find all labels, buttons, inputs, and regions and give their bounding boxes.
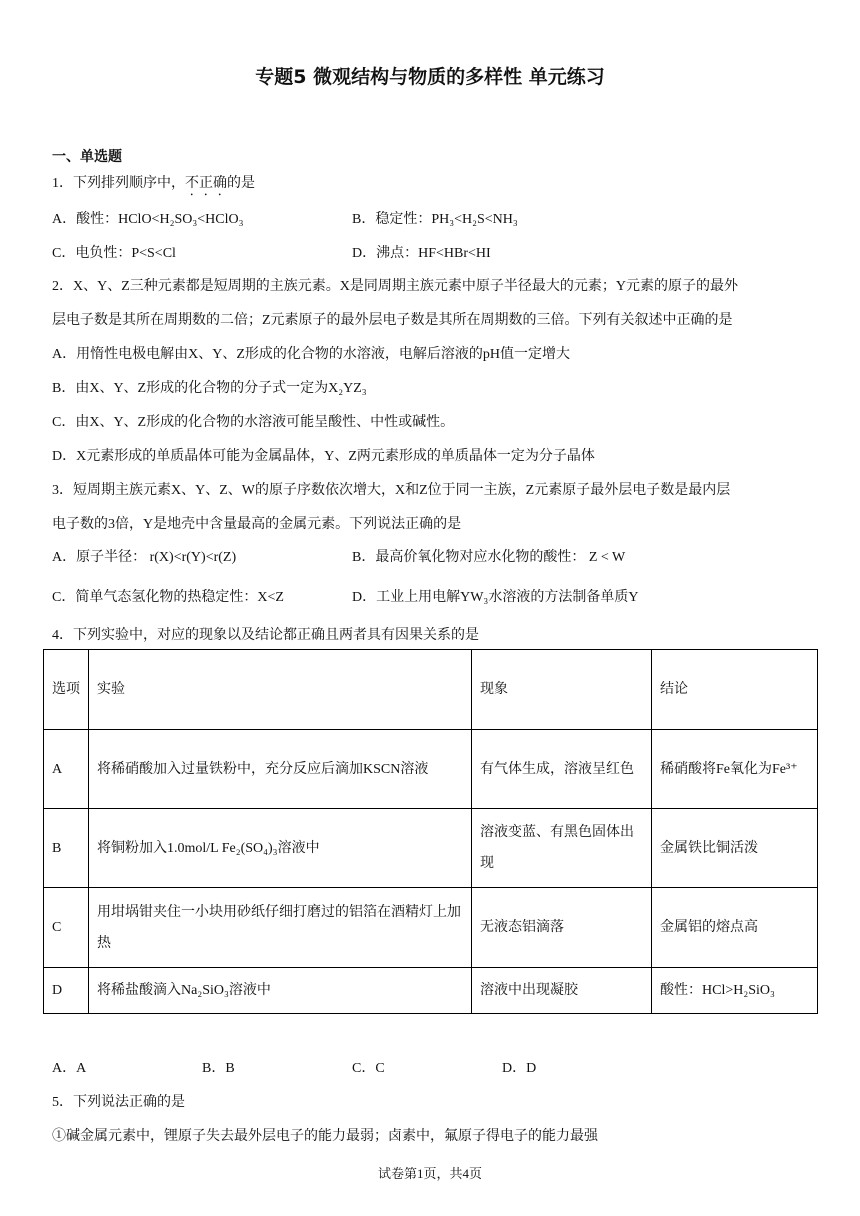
cell-phenomenon: 溶液中出现凝胶 — [472, 968, 652, 1014]
cell-option: D — [44, 968, 89, 1014]
q5-item-1: ①碱金属元素中，锂原子失去最外层电子的能力最弱；卤素中，氟原子得电子的能力最强 — [52, 1129, 598, 1144]
q1-emphasis: 不正确 — [185, 176, 227, 191]
q1-option-a: A．酸性：HClO<H₂SO₃<HClO₃ — [52, 212, 244, 227]
table-row — [44, 888, 818, 968]
q3-option-a: A．原子半径： r(X)<r(Y)<r(Z) — [52, 550, 237, 565]
cell-experiment: 将铜粉加入1.0mol/L Fe₂(SO₄)₃溶液中 — [89, 809, 472, 888]
cell-phenomenon: 有气体生成，溶液呈红色 — [472, 730, 652, 809]
table-row — [44, 730, 818, 809]
q4-option-d: D．D — [502, 1061, 537, 1076]
cell-conclusion: 金属铝的熔点高 — [652, 888, 818, 968]
header-phenomenon: 现象 — [472, 650, 652, 730]
table-header-row — [44, 650, 818, 730]
q3-option-b: B．最高价氧化物对应水化物的酸性： Z < W — [352, 550, 626, 565]
header-conclusion: 结论 — [652, 650, 818, 730]
q4-option-c: C．C — [352, 1061, 385, 1076]
q4-option-a: A．A — [52, 1061, 87, 1076]
q1-stem: 1．下列排列顺序中，不正确的是 — [52, 176, 255, 191]
cell-conclusion: 酸性：HCl>H₂SiO₃ — [652, 968, 818, 1014]
q1-option-d: D．沸点：HF<HBr<HI — [352, 246, 491, 261]
cell-conclusion: 金属铁比铜活泼 — [652, 809, 818, 888]
cell-experiment: 将稀硝酸加入过量铁粉中，充分反应后滴加KSCN溶液 — [89, 730, 472, 809]
page-footer: 试卷第1页，共4页 — [377, 1166, 482, 1181]
q1-option-b: B．稳定性：PH₃<H₂S<NH₃ — [352, 212, 518, 227]
q2-stem-2: 层电子数是其所在周期数的二倍；Z元素原子的最外层电子数是其所在周期数的三倍。下列有关叙述中正确的是 — [52, 313, 733, 328]
cell-phenomenon: 无液态铝滴落 — [472, 888, 652, 968]
q4-option-b: B．B — [202, 1061, 235, 1076]
header-option: 选项 — [44, 650, 89, 730]
q5-stem: 5．下列说法正确的是 — [52, 1095, 185, 1110]
q3-stem-1: 3．短周期主族元素X、Y、Z、W的原子序数依次增大，X和Z位于同一主族，Z元素原子最外层电子数是最内层 — [52, 483, 731, 498]
q2-option-d: D．X元素形成的单质晶体可能为金属晶体，Y、Z两元素形成的单质晶体一定为分子晶体 — [52, 449, 595, 464]
q2-option-a: A．用惰性电极电解由X、Y、Z形成的化合物的水溶液，电解后溶液的pH值一定增大 — [52, 347, 570, 362]
cell-conclusion: 稀硝酸将Fe氧化为Fe³⁺ — [652, 730, 818, 809]
q3-stem-2: 电子数的3倍，Y是地壳中含量最高的金属元素。下列说法正确的是 — [52, 517, 462, 532]
q3-option-c: C．简单气态氢化物的热稳定性：X<Z — [52, 590, 284, 605]
cell-option: A — [44, 730, 89, 809]
cell-phenomenon: 溶液变蓝、有黑色固体出现 — [472, 809, 652, 888]
q4-stem: 4．下列实验中，对应的现象以及结论都正确且两者具有因果关系的是 — [52, 628, 479, 643]
section-heading: 一、单选题 — [52, 149, 122, 165]
cell-option: C — [44, 888, 89, 968]
q2-option-c: C．由X、Y、Z形成的化合物的水溶液可能呈酸性、中性或碱性。 — [52, 415, 455, 430]
page-title: 专题5 微观结构与物质的多样性 单元练习 — [255, 66, 605, 88]
q2-stem-1: 2．X、Y、Z三种元素都是短周期的主族元素。X是同周期主族元素中原子半径最大的元素；Y元素的原子的最外 — [52, 279, 738, 294]
q1-option-c: C．电负性：P<S<Cl — [52, 246, 176, 261]
table-row — [44, 809, 818, 888]
q2-option-b: B．由X、Y、Z形成的化合物的分子式一定为X₂YZ₃ — [52, 381, 367, 396]
q4-table — [43, 649, 818, 1014]
header-experiment: 实验 — [89, 650, 472, 730]
q3-option-d: D．工业上用电解YW₃水溶液的方法制备单质Y — [352, 590, 639, 605]
cell-experiment: 将稀盐酸滴入Na₂SiO₃溶液中 — [89, 968, 472, 1014]
cell-experiment: 用坩埚钳夹住一小块用砂纸仔细打磨过的铝箔在酒精灯上加热 — [89, 888, 472, 968]
cell-option: B — [44, 809, 89, 888]
table-row — [44, 968, 818, 1014]
